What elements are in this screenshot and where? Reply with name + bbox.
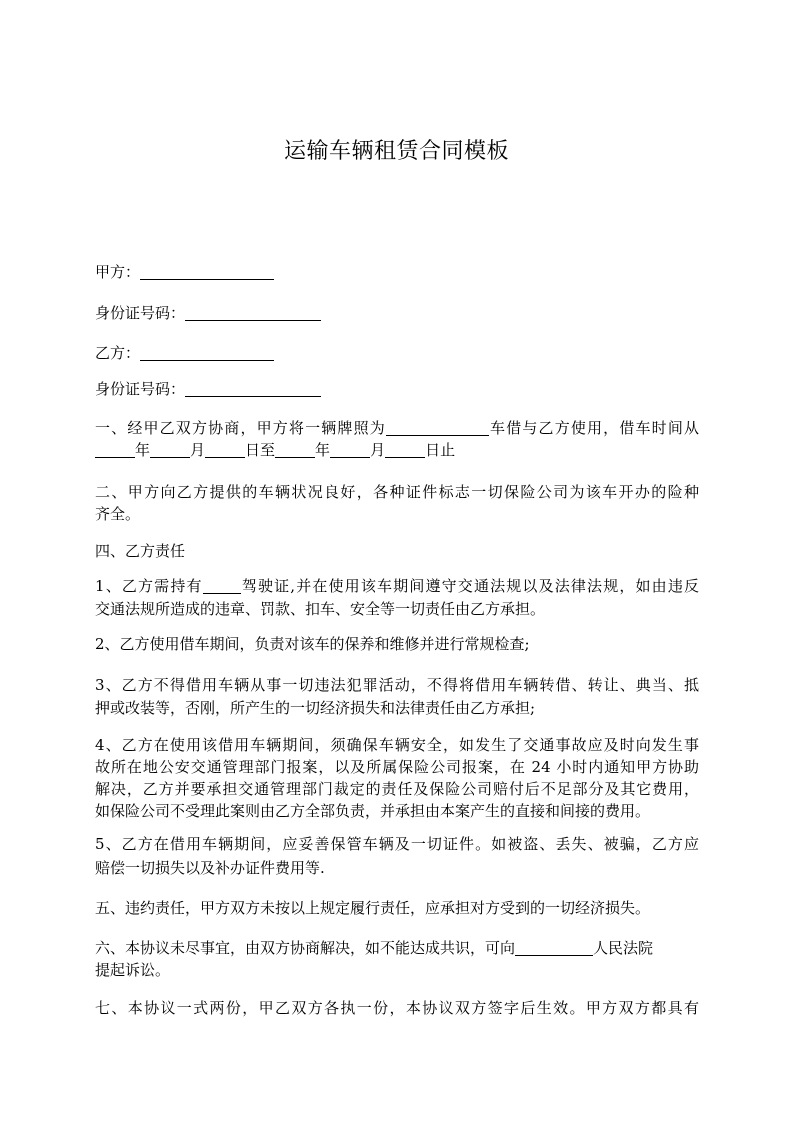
- item5-line1: 5、乙方在借用车辆期间，应妥善保管车辆及一切证件。如被盗、丢失、被骗，乙方应: [95, 835, 699, 853]
- party-a-line: [95, 261, 699, 283]
- section5-line: 五、违约责任，甲方双方未按以上规定履行责任，应承担对方受到的一切经济损失。: [95, 899, 651, 917]
- item1-line1: [95, 575, 699, 597]
- start-year-blank[interactable]: [95, 441, 135, 458]
- section6-seg1: 六、本协议未尽事宜，由双方协商解决，如不能达成共识，可向: [95, 939, 516, 957]
- document-title: 运输车辆租赁合同模板: [283, 139, 509, 164]
- year-label-2: 年: [315, 441, 331, 459]
- item1-seg1: 1、乙方需持有: [95, 577, 203, 595]
- item5-line2: 赔偿一切损失以及补办证件费用等.: [95, 859, 325, 877]
- end-year-blank[interactable]: [275, 441, 315, 458]
- section6-seg2: 人民法院: [593, 939, 654, 957]
- end-day-blank[interactable]: [385, 441, 425, 458]
- party-b-id-label: 身份证号码：: [95, 380, 186, 398]
- clause1-seg1: 一、经甲乙双方协商，甲方将一辆牌照为: [95, 419, 386, 437]
- end-month-blank[interactable]: [330, 441, 370, 458]
- party-b-id-line: [95, 378, 699, 400]
- section4-heading: 四、乙方责任: [95, 542, 186, 560]
- clause2-line1: 二、甲方向乙方提供的车辆状况良好，各种证件标志一切保险公司为该车开办的险种: [95, 483, 699, 501]
- party-a-id-line: [95, 302, 699, 324]
- clause1-line1: [95, 417, 699, 439]
- party-a-blank[interactable]: [140, 263, 274, 280]
- item3-line1: 3、乙方不得借用车辆从事一切违法犯罪活动，不得将借用车辆转借、转让、典当、抵: [95, 676, 699, 694]
- plate-number-blank[interactable]: [386, 419, 489, 436]
- item4-line4: 如保险公司不受理此案则由乙方全部负责，并承担由本案产生的直接和间接的费用。: [95, 802, 651, 820]
- court-name-blank[interactable]: [515, 939, 593, 956]
- section6-line1: [95, 937, 699, 959]
- item4-line3: 解决，乙方并要承担交通管理部门裁定的责任及保险公司赔付后不足部分及其它费用，: [95, 780, 699, 798]
- item3-line2: 押或改装等，否刚，所产生的一切经济损失和法律责任由乙方承担;: [95, 699, 536, 717]
- party-b-label: 乙方：: [95, 344, 141, 362]
- start-day-blank[interactable]: [205, 441, 245, 458]
- section6-line2: 提起诉讼。: [95, 961, 171, 979]
- year-label-1: 年: [135, 441, 151, 459]
- clause1-seg2: 车借与乙方使用，借车时间从: [488, 419, 699, 437]
- item4-line2: 故所在地公安交通管理部门报案，以及所属保险公司报案，在 24 小时内通知甲方协助: [95, 758, 699, 776]
- party-a-label: 甲方：: [95, 263, 141, 281]
- day-to-label: 日至: [245, 441, 276, 459]
- item1-line2: 交通法规所造成的违章、罚款、扣车、安全等一切责任由乙方承担。: [95, 600, 546, 618]
- item4-line1: 4、乙方在使用该借用车辆期间，须确保车辆安全，如发生了交通事故应及时向发生事: [95, 736, 699, 754]
- party-a-id-label: 身份证号码：: [95, 304, 186, 322]
- item2-line: 2、乙方使用借车期间，负责对该车的保养和维修并进行常规检查;: [95, 635, 530, 653]
- clause1-line2: [95, 439, 699, 461]
- start-month-blank[interactable]: [150, 441, 190, 458]
- month-label-2: 月: [370, 441, 386, 459]
- party-a-id-blank[interactable]: [185, 304, 321, 321]
- clause2-line2: 齐全。: [95, 505, 141, 523]
- license-type-blank[interactable]: [203, 577, 241, 594]
- day-end-label: 日止: [425, 441, 456, 459]
- party-b-id-blank[interactable]: [185, 380, 321, 397]
- party-b-line: [95, 342, 699, 364]
- item1-seg2: 驾驶证,并在使用该车期间遵守交通法规以及法律法规，如由违反: [240, 577, 699, 595]
- month-label-1: 月: [190, 441, 206, 459]
- party-b-blank[interactable]: [140, 344, 274, 361]
- section7-line1: 七、本协议一式两份，甲乙双方各执一份，本协议双方签字后生效。甲方双方都具有: [95, 999, 699, 1017]
